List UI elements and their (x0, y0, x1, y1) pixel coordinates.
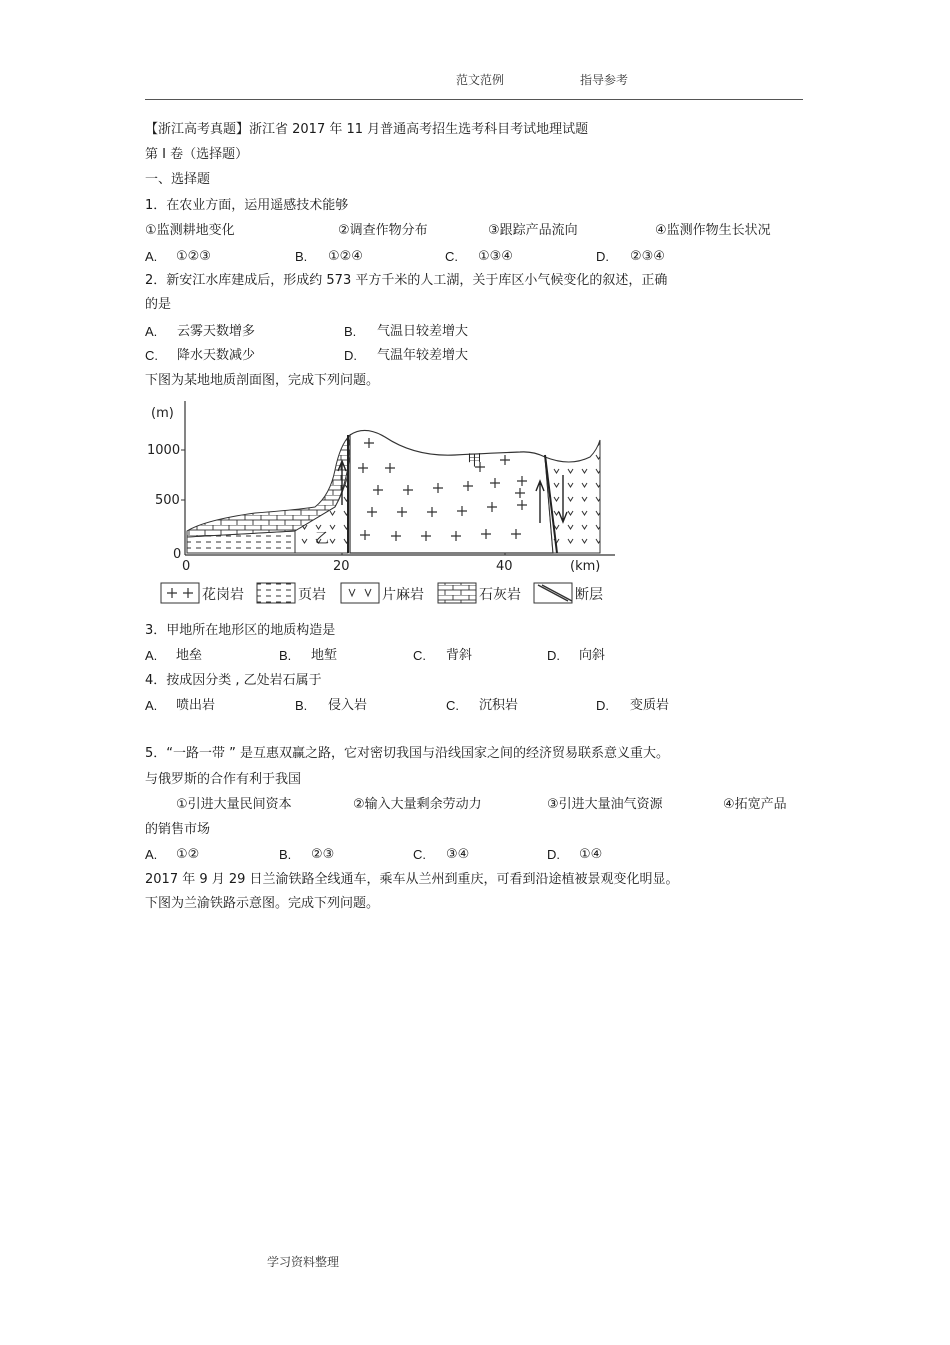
footer-text: 学习资料整理 (267, 1255, 340, 1269)
q5-option-label: C. (413, 847, 426, 862)
x-tick-label: 0 (182, 559, 191, 574)
q2-option-text: 降水天数减少 (177, 348, 256, 363)
q5-option-text: ③④ (446, 847, 470, 862)
q3-option-text: 地垒 (176, 648, 203, 663)
q5-option-text: ②③ (311, 847, 335, 862)
y-tick-label: 500 (155, 493, 180, 508)
q4-option-label: D. (596, 698, 609, 713)
q1-option-text: ②③④ (630, 249, 665, 264)
q2-option-text: 气温日较差增大 (377, 324, 469, 339)
q5-item: ②输入大量剩余劳动力 (353, 797, 482, 812)
q5-option-label: D. (547, 847, 560, 862)
x-tick-label: 40 (496, 559, 513, 574)
q5-option-text: ①④ (579, 847, 603, 862)
q1-item: ④监测作物生长状况 (655, 223, 771, 238)
q2-option-label: A. (145, 324, 158, 339)
q1-option-text: ①②③ (176, 249, 211, 264)
y-tick-label: 0 (173, 547, 182, 562)
q3-option-label: B. (279, 648, 292, 663)
q4-option-text: 沉积岩 (479, 698, 519, 713)
paragraph: 下图为兰渝铁路示意图。完成下列问题。 (145, 896, 380, 911)
q2-option-text: 云雾天数增多 (177, 324, 256, 339)
legend-label: 花岗岩 (202, 587, 244, 603)
q1-option-label: D. (596, 249, 609, 264)
q3-option-label: C. (413, 648, 426, 663)
q5-item-cont: 的销售市场 (145, 822, 211, 837)
q5-item: ③引进大量油气资源 (547, 797, 663, 812)
q4-option-label: B. (295, 698, 308, 713)
label-jia: 甲 (467, 451, 483, 469)
q4-option-text: 变质岩 (630, 698, 670, 713)
paragraph: 2017 年 9 月 29 日兰渝铁路全线通车，乘车从兰州到重庆，可看到沿途植被景观变化明显。 (145, 872, 679, 887)
y-axis-unit: (m) (151, 406, 174, 421)
q5-option-label: B. (279, 847, 292, 862)
q3-stem: 3．甲地所在地形区的地质构造是 (145, 623, 336, 638)
legend-swatch-shale (257, 583, 295, 603)
legend-label: 片麻岩 (382, 587, 424, 603)
q1-item: ②调查作物分布 (338, 223, 428, 238)
q1-item: ③跟踪产品流向 (488, 223, 578, 238)
q4-stem: 4．按成因分类 , 乙处岩石属于 (145, 673, 322, 688)
x-tick-label: 20 (333, 559, 350, 574)
q1-option-label: B. (295, 249, 308, 264)
q5-option-label: A. (145, 847, 158, 862)
figure-intro: 下图为某地地质剖面图，完成下列问题。 (145, 373, 380, 388)
legend-swatch-granite (161, 583, 199, 603)
q2-option-label: C. (145, 348, 158, 363)
page-title: 【浙江高考真题】浙江省 2017 年 11 月普通高考招生选考科目考试地理试题 (145, 122, 589, 137)
q1-stem: 1．在农业方面，运用遥感技术能够 (145, 198, 349, 213)
legend-swatch-limestone (438, 583, 476, 603)
header-left: 范文范例 (456, 73, 505, 87)
q1-option-text: ①②④ (328, 249, 363, 264)
q3-option-text: 向斜 (579, 648, 606, 663)
q4-option-label: C. (446, 698, 459, 713)
q1-option-text: ①③④ (478, 249, 513, 264)
y-tick-label: 1000 (147, 443, 181, 458)
geologic-profile-figure (145, 395, 620, 615)
q3-option-text: 背斜 (446, 648, 473, 663)
legend-label: 页岩 (298, 587, 326, 603)
q4-option-text: 喷出岩 (176, 698, 216, 713)
q5-option-text: ①② (176, 847, 200, 862)
q2-option-label: B. (344, 324, 357, 339)
q3-option-label: A. (145, 648, 158, 663)
part-heading: 一、选择题 (145, 172, 211, 187)
q1-item: ①监测耕地变化 (145, 223, 235, 238)
header-right: 指导参考 (580, 73, 629, 87)
q5-stem-cont: 与俄罗斯的合作有利于我国 (145, 772, 302, 787)
x-axis-unit: (km) (570, 559, 601, 574)
label-yi: 乙 (315, 531, 329, 547)
q4-option-label: A. (145, 698, 158, 713)
q2-option-label: D. (344, 348, 357, 363)
q2-stem: 2．新安江水库建成后，形成约 573 平方千米的人工湖，关于库区小气候变化的叙述，正确 (145, 273, 668, 288)
section-heading: 第 Ⅰ 卷（选择题） (145, 147, 249, 162)
q2-stem-cont: 的是 (145, 297, 172, 312)
legend-label: 石灰岩 (479, 587, 521, 603)
legend-label: 断层 (575, 587, 603, 603)
q1-option-label: A. (145, 249, 158, 264)
q2-option-text: 气温年较差增大 (377, 348, 469, 363)
q3-option-label: D. (547, 648, 560, 663)
q3-option-text: 地堑 (311, 648, 338, 663)
q5-stem: 5．“一路一带 ” 是互惠双赢之路，它对密切我国与沿线国家之间的经济贸易联系意义重大。 (145, 746, 670, 761)
legend-swatch-gneiss (341, 583, 379, 603)
q5-item: ④拓宽产品 (723, 797, 787, 812)
header-rule (145, 99, 803, 100)
q4-option-text: 侵入岩 (328, 698, 368, 713)
q1-option-label: C. (445, 249, 458, 264)
q5-item: ①引进大量民间资本 (176, 797, 292, 812)
